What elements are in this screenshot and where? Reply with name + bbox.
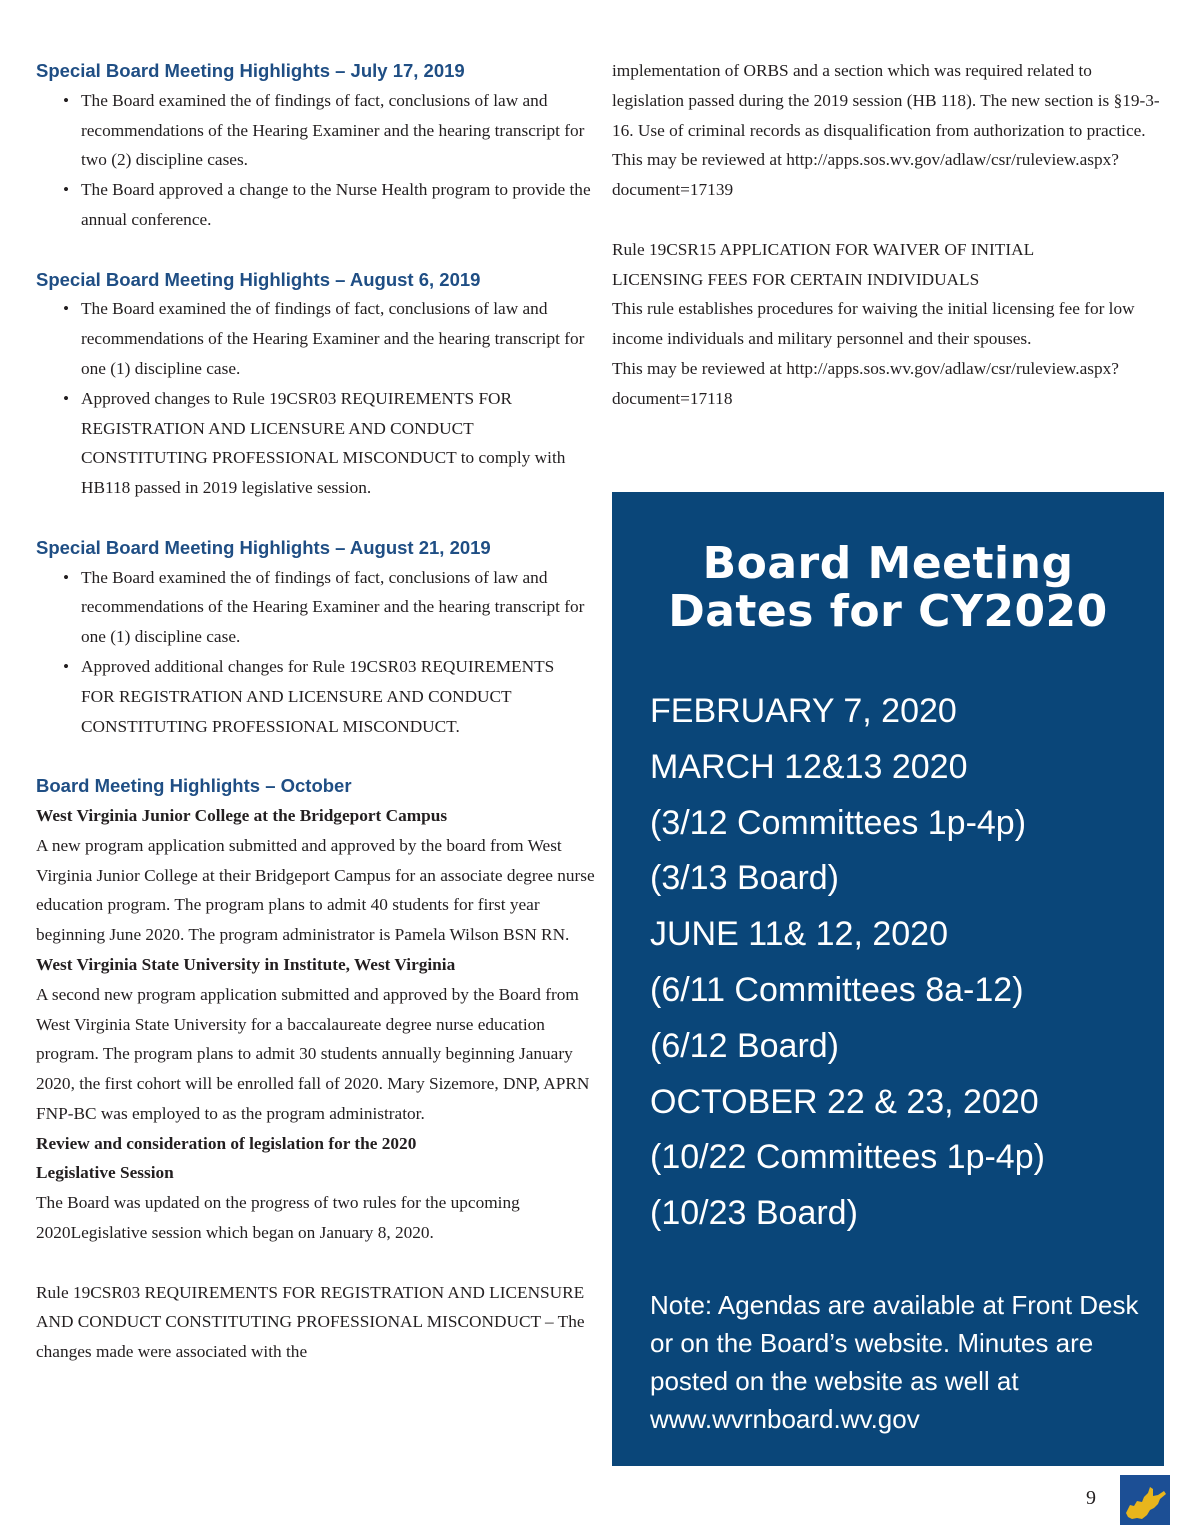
meeting-date-item: (3/12 Committees 1p-4p)	[650, 803, 1027, 842]
subheading-wv-state-university: West Virginia State University in Institute, West Virginia	[36, 954, 456, 974]
meeting-dates-title	[612, 540, 1164, 636]
list-item: • The Board approved a change to the Nurse Health program to provide the annual conference.	[81, 175, 596, 235]
paragraph-rule-19csr03-link: This may be reviewed at http://apps.sos.wv.gov/adlaw/csr/ruleview.aspx?document=17139	[612, 150, 1119, 200]
meeting-date-item: MARCH 12&13 2020	[650, 747, 968, 786]
list-item: • The Board examined the of findings of fact, conclusions of law and recommendations of the Hearing Examiner and the hearing transcript for one (1) discipline case.	[81, 294, 596, 383]
bullet-list-july-17	[36, 86, 596, 235]
meeting-date-item: (6/11 Committees 8a-12)	[650, 970, 1024, 1009]
meeting-date-item: FEBRUARY 7, 2020	[650, 692, 957, 730]
bullet-list-august-6	[36, 294, 596, 503]
paragraph-orbs-implementation: implementation of ORBS and a section which was required related to legislation passed during the 2019 session (HB 118). The new section is §19-3-16. Use of criminal records as disqualification from authorization to practice.	[612, 61, 1160, 140]
meeting-dates-list	[650, 684, 1164, 1242]
bullet-list-august-21	[36, 563, 596, 742]
meeting-date-item: (10/23 Board)	[650, 1194, 858, 1233]
rule-19csr15-text: This rule establishes procedures for waiving the initial licensing fee for low income individuals and military personnel and their spouses.	[612, 299, 1135, 349]
meeting-date-item: (10/22 Committees 1p-4p)	[650, 1138, 1045, 1177]
agenda-note: Note: Agendas are available at Front Desk or on the Board’s website. Minutes are posted on the website as well at www.wvrnboard.wv.gov	[650, 1289, 1139, 1434]
paragraph-rule-19csr03: Rule 19CSR03 REQUIREMENTS FOR REGISTRATION AND LICENSURE AND CONDUCT CONSTITUTING PROFESSIONAL MISCONDUCT – The changes made were associated with the	[36, 1282, 585, 1362]
subheading-wv-junior-college: West Virginia Junior College at the Bridgeport Campus	[36, 805, 448, 825]
page-number: 9	[1086, 1487, 1096, 1509]
section-heading-october: Board Meeting Highlights – October	[36, 775, 352, 797]
list-item: • Approved changes to Rule 19CSR03 REQUIREMENTS FOR REGISTRATION AND LICENSURE AND CONDUCT CONSTITUTING PROFESSIONAL MISCONDUCT to comply with HB118 passed in 2019 legislative session.	[81, 384, 596, 503]
left-column	[36, 56, 596, 1367]
rule-19csr15-link: This may be reviewed at http://apps.sos.wv.gov/adlaw/csr/ruleview.aspx?document=17118	[612, 358, 1119, 408]
meeting-date-item: JUNE 11& 12, 2020	[650, 915, 948, 954]
paragraph-legislation-update: The Board was updated on the progress of two rules for the upcoming 2020Legislative session which began on January 8, 2020.	[36, 1193, 520, 1243]
meeting-date-item: (3/13 Board)	[650, 859, 839, 898]
subheading-legislation-review: Review and consideration of legislation for the 2020 Legislative Session	[36, 1133, 417, 1183]
section-heading-august-21: Special Board Meeting Highlights – August 21, 2019	[36, 536, 491, 558]
paragraph-wv-junior-college: A new program application submitted and approved by the board from West Virginia Junior College at their Bridgeport Campus for an associate degree nurse education program. The program plans to admit 40 students for first year beginning June 2020. The program administrator is Pamela Wilson BSN RN.	[36, 835, 595, 945]
paragraph-wv-state-university: A second new program application submitted and approved by the Board from West Virginia State University for a baccalaureate degree nurse education program. The program plans to admit 30 students annually beginning January 2020, the first cohort will be enrolled fall of 2020. Mary Sizemore, DNP, APRN FNP-BC was employed to as the program administrator.	[36, 984, 590, 1123]
list-item: • The Board examined the of findings of fact, conclusions of law and recommendations of the Hearing Examiner and the hearing transcript for two (2) discipline cases.	[81, 86, 596, 175]
meeting-date-item: (6/12 Board)	[650, 1026, 839, 1065]
list-item: • Approved additional changes for Rule 19CSR03 REQUIREMENTS FOR REGISTRATION AND LICENSURE AND CONDUCT CONSTITUTING PROFESSIONAL MISCONDUCT.	[81, 652, 596, 741]
rule-19csr15-title: Rule 19CSR15 APPLICATION FOR WAIVER OF INITIAL LICENSING FEES FOR CERTAIN INDIVIDUALS	[612, 239, 1034, 289]
west-virginia-state-icon	[1120, 1475, 1170, 1525]
meeting-dates-title-line2: Dates for CY2020	[668, 586, 1108, 637]
meeting-dates-box	[612, 492, 1164, 1466]
meeting-date-item: OCTOBER 22 & 23, 2020	[650, 1082, 1039, 1121]
list-item: • The Board examined the of findings of fact, conclusions of law and recommendations of the Hearing Examiner and the hearing transcript for one (1) discipline case.	[81, 563, 596, 652]
meeting-dates-title-line1: Board Meeting	[702, 538, 1074, 589]
right-column	[612, 56, 1167, 414]
section-heading-august-6: Special Board Meeting Highlights – August 6, 2019	[36, 268, 481, 290]
section-heading-july-17: Special Board Meeting Highlights – July 17, 2019	[36, 60, 465, 81]
